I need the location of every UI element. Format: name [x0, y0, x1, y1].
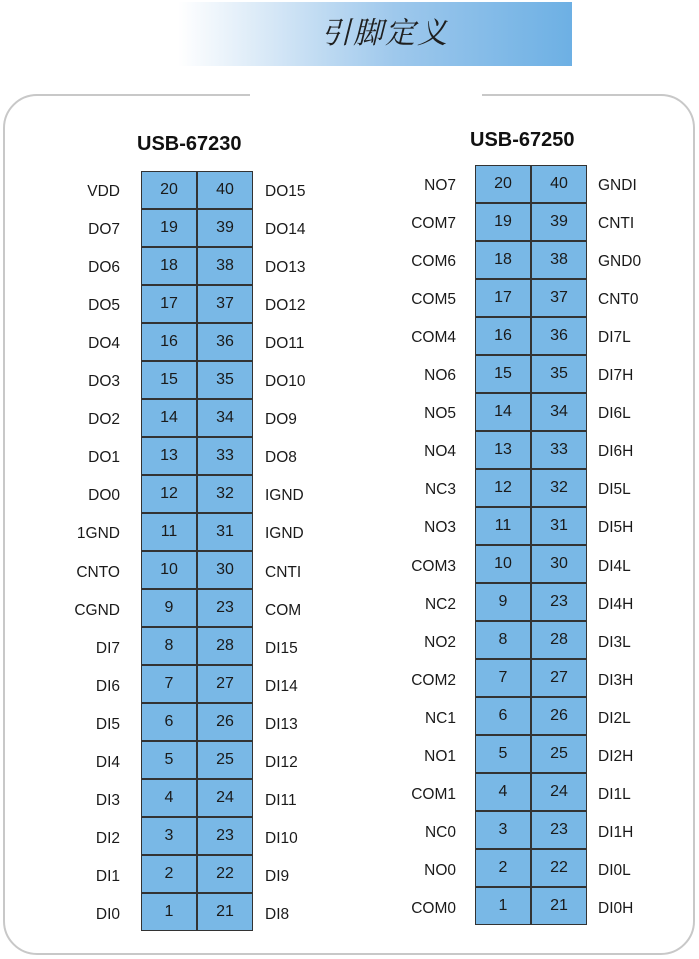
pin-cell: 23	[532, 584, 586, 620]
pin-label-right: DI5H	[598, 519, 634, 537]
pin-cell: 16	[476, 318, 530, 354]
pin-cell: 5	[476, 736, 530, 772]
pin-cell: 18	[142, 248, 196, 284]
pin-cell: 3	[476, 812, 530, 848]
pin-cell: 4	[142, 780, 196, 816]
pin-cell: 24	[532, 774, 586, 810]
pin-label-right: DI5L	[598, 481, 631, 499]
pin-label-right: DO15	[265, 183, 306, 200]
pin-label-left: NO2	[424, 633, 456, 651]
pin-cell: 10	[476, 546, 530, 582]
pin-cell: 31	[532, 508, 586, 544]
pin-label-right: DO13	[265, 259, 306, 277]
pin-cell: 1	[142, 894, 196, 930]
connector-2-model-title: USB-67250	[470, 129, 575, 151]
pin-cell: 35	[532, 356, 586, 392]
pin-label-right: IGND	[265, 525, 304, 543]
pin-label-right: CNTI	[598, 215, 635, 233]
pin-cell: 40	[198, 172, 252, 208]
pin-cell: 6	[476, 698, 530, 734]
pin-cell: 25	[198, 742, 252, 778]
pin-label-right: DO12	[265, 297, 306, 315]
pin-cell: 17	[142, 286, 196, 322]
pin-cell: 25	[532, 736, 586, 772]
pin-cell: 26	[198, 704, 252, 740]
pin-cell: 38	[532, 242, 586, 278]
pin-label-left: DO3	[88, 373, 120, 391]
pin-cell: 33	[198, 438, 252, 474]
pin-cell: 8	[142, 628, 196, 664]
pin-cell: 39	[198, 210, 252, 246]
pin-cell: 37	[532, 280, 586, 316]
pin-label-left: NO5	[424, 405, 456, 423]
pin-label-right: DO14	[265, 221, 306, 239]
pin-cell: 14	[476, 394, 530, 430]
pin-label-left: COM7	[411, 215, 456, 233]
pin-label-left: NC1	[424, 709, 456, 727]
pin-cell: 35	[198, 362, 252, 398]
pin-cell: 10	[142, 552, 196, 588]
title-banner	[178, 2, 572, 66]
pin-label-left: COM2	[411, 671, 456, 689]
pin-cell: 1	[476, 888, 530, 924]
connector-1-model-title: USB-67230	[137, 133, 242, 155]
pin-cell: 13	[142, 438, 196, 474]
pin-label-left: DI1	[95, 867, 120, 885]
pin-label-right: CNT0	[598, 291, 639, 309]
pin-cell: 30	[532, 546, 586, 582]
pin-cell: 21	[532, 888, 586, 924]
pin-cell: 20	[142, 172, 196, 208]
pin-cell: 19	[476, 204, 530, 240]
pin-label-left: NC3	[424, 481, 456, 499]
pin-cell: 30	[198, 552, 252, 588]
pin-cell: 23	[532, 812, 586, 848]
pin-label-right: DO11	[265, 335, 305, 353]
pin-cell: 34	[198, 400, 252, 436]
pin-label-right: DI15	[265, 639, 298, 657]
pin-label-right: DI7H	[598, 367, 634, 385]
pin-cell: 34	[532, 394, 586, 430]
pin-label-right: DI9	[265, 867, 290, 885]
pin-label-left: DO6	[88, 259, 120, 277]
pin-cell: 24	[198, 780, 252, 816]
pin-label-left: DO2	[88, 411, 120, 429]
pin-label-left: NC2	[424, 595, 456, 613]
pin-cell: 6	[142, 704, 196, 740]
pin-cell: 22	[532, 850, 586, 886]
pin-cell: 39	[532, 204, 586, 240]
pin-label-left: NO7	[424, 177, 456, 194]
pin-label-left: NO1	[424, 747, 456, 765]
pin-cell: 5	[142, 742, 196, 778]
pin-cell: 9	[476, 584, 530, 620]
pin-cell: 16	[142, 324, 196, 360]
pin-label-left: DI4	[95, 753, 120, 771]
pin-cell: 40	[532, 166, 586, 202]
pin-label-right: DI3L	[598, 633, 631, 651]
pin-label-right: DI1L	[598, 785, 631, 803]
connector-2-pin-grid	[475, 165, 587, 925]
pin-label-left: COM6	[411, 253, 456, 271]
pin-cell: 38	[198, 248, 252, 284]
pin-label-left: DI7	[95, 639, 120, 657]
pin-label-right: DI4L	[598, 557, 631, 575]
pin-label-right: DI4H	[598, 595, 634, 613]
pin-label-left: DI3	[95, 791, 120, 809]
pin-cell: 15	[142, 362, 196, 398]
pin-cell: 11	[142, 514, 196, 550]
pin-cell: 21	[198, 894, 252, 930]
pin-cell: 17	[476, 280, 530, 316]
pin-cell: 37	[198, 286, 252, 322]
pin-label-right: DI6H	[598, 443, 634, 461]
pin-cell: 31	[198, 514, 252, 550]
pin-cell: 7	[476, 660, 530, 696]
pin-cell: 7	[142, 666, 196, 702]
pin-label-right: DI10	[265, 829, 298, 847]
pin-label-left: DI2	[95, 829, 120, 847]
pin-cell: 22	[198, 856, 252, 892]
pin-cell: 20	[476, 166, 530, 202]
pin-label-right: DI12	[265, 753, 298, 771]
pin-label-right: DI1H	[598, 823, 634, 841]
pin-label-left: COM5	[411, 291, 456, 309]
connector-1-pin-grid	[141, 171, 253, 931]
pin-cell: 13	[476, 432, 530, 468]
pin-label-left: COM3	[411, 557, 456, 575]
pin-label-right: GNDI	[598, 177, 637, 194]
pin-cell: 28	[198, 628, 252, 664]
pin-label-right: DI3H	[598, 671, 634, 689]
pin-cell: 23	[198, 818, 252, 854]
pin-label-left: COM1	[411, 785, 456, 803]
pin-cell: 32	[198, 476, 252, 512]
pin-label-left: DO4	[88, 335, 120, 353]
pin-label-right: COM	[265, 601, 302, 619]
pin-cell: 36	[198, 324, 252, 360]
pin-label-right: DI7L	[598, 329, 631, 347]
pin-label-right: CNTI	[265, 563, 302, 581]
pin-cell: 11	[476, 508, 530, 544]
pin-cell: 2	[476, 850, 530, 886]
pin-label-left: DI5	[95, 715, 120, 733]
pin-label-left: COM4	[411, 329, 456, 347]
pin-cell: 27	[532, 660, 586, 696]
pin-label-right: IGND	[265, 487, 304, 505]
pin-label-right: DI14	[265, 677, 298, 695]
pin-label-left: DI0	[95, 905, 120, 923]
pin-label-right: DI0L	[598, 861, 631, 879]
pin-cell: 33	[532, 432, 586, 468]
pin-label-left: CGND	[74, 601, 120, 619]
pin-cell: 36	[532, 318, 586, 354]
pin-cell: 9	[142, 590, 196, 626]
pin-label-left: VDD	[87, 183, 120, 200]
pin-label-right: DI2L	[598, 709, 631, 727]
pin-label-left: NO3	[424, 519, 456, 537]
pin-label-left: NC0	[424, 823, 456, 841]
pin-cell: 2	[142, 856, 196, 892]
pin-cell: 26	[532, 698, 586, 734]
pin-label-right: DI6L	[598, 405, 631, 423]
pin-label-right: DO9	[265, 411, 297, 429]
pin-label-right: DI2H	[598, 747, 634, 765]
pin-cell: 23	[198, 590, 252, 626]
pin-label-left: DI6	[95, 677, 120, 695]
pin-label-right: DI11	[265, 791, 297, 809]
pin-label-left: COM0	[411, 899, 456, 917]
pin-label-right: DI8	[265, 905, 290, 923]
pin-label-left: CNTO	[76, 563, 120, 581]
pin-label-left: DO5	[88, 297, 120, 315]
pin-cell: 12	[476, 470, 530, 506]
pin-label-right: GND0	[598, 253, 642, 271]
pin-cell: 15	[476, 356, 530, 392]
pin-cell: 28	[532, 622, 586, 658]
pin-cell: 18	[476, 242, 530, 278]
pin-label-left: NO6	[424, 367, 456, 385]
pin-label-right: DO10	[265, 373, 306, 391]
pin-cell: 14	[142, 400, 196, 436]
pin-cell: 27	[198, 666, 252, 702]
pin-cell: 12	[142, 476, 196, 512]
pin-cell: 8	[476, 622, 530, 658]
pin-label-left: NO4	[424, 443, 456, 461]
pin-label-left: DO1	[88, 449, 120, 467]
pin-cell: 3	[142, 818, 196, 854]
page-title: 引脚定义	[321, 16, 449, 51]
pin-cell: 19	[142, 210, 196, 246]
pin-cell: 32	[532, 470, 586, 506]
pin-label-right: DI0H	[598, 899, 634, 917]
pin-label-right: DI13	[265, 715, 298, 733]
pin-label-left: NO0	[424, 861, 456, 879]
pin-cell: 4	[476, 774, 530, 810]
pin-label-left: DO7	[88, 221, 120, 239]
pin-label-right: DO8	[265, 449, 297, 467]
pin-label-left: 1GND	[76, 525, 120, 543]
pin-label-left: DO0	[88, 487, 120, 505]
